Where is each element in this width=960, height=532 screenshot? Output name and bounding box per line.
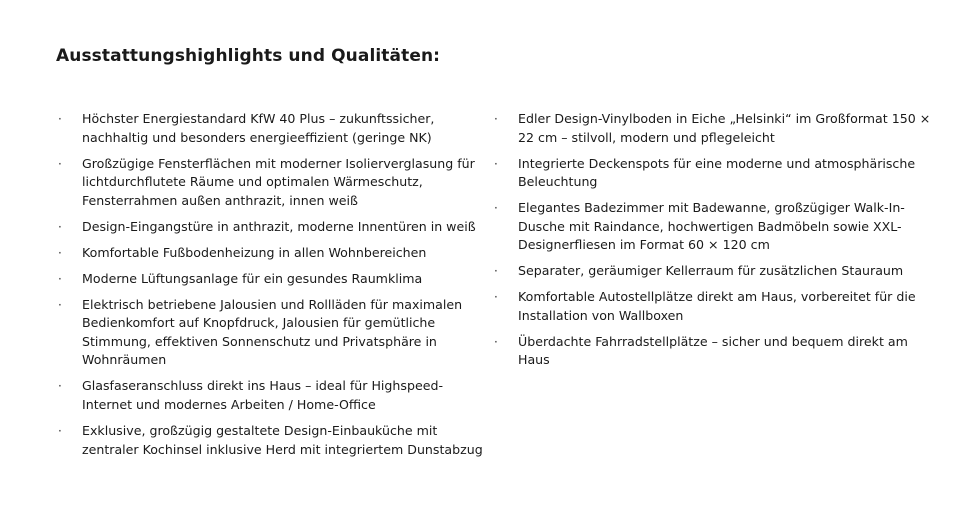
list-item	[56, 244, 486, 263]
bullet-icon: ·	[58, 271, 62, 286]
list-item-text: Höchster Energiestandard KfW 40 Plus – zukunftssicher, nachhaltig und besonders energieeffizient (geringe NK)	[82, 111, 435, 145]
bullet-icon: ·	[58, 245, 62, 260]
list-item	[492, 262, 932, 281]
bullet-icon: ·	[494, 156, 498, 171]
list-item-text: Komfortable Autostellplätze direkt am Haus, vorbereitet für die Installation von Wallboxen	[518, 289, 916, 323]
list-item-text: Glasfaseranschluss direkt ins Haus – ideal für Highspeed-Internet und modernes Arbeiten / Home-Office	[82, 378, 443, 413]
bullet-icon: ·	[494, 112, 498, 126]
bullet-icon: ·	[58, 112, 62, 126]
bullet-icon: ·	[58, 219, 62, 234]
list-item-text: Elegantes Badezimmer mit Badewanne, großzügiger Walk-In-Dusche mit Raindance, hochwertigen Badmöbeln sowie XXL-Designerfliesen im Format 60 × 120 cm	[518, 200, 905, 253]
page-title: Ausstattungshighlights und Qualitäten:	[56, 46, 441, 66]
features-list-left	[56, 110, 486, 467]
bullet-icon: ·	[494, 201, 498, 216]
list-item-text: Separater, geräumiger Kellerraum für zusätzlichen Stauraum	[518, 263, 904, 279]
list-item	[56, 218, 486, 237]
list-item-text: Edler Design-Vinylboden in Eiche „Helsinki“ im Großformat 150 × 22 cm – stilvoll, modern und pflegeleicht	[518, 111, 931, 145]
list-item-text: Moderne Lüftungsanlage für ein gesundes Raumklima	[82, 270, 423, 286]
list-item	[492, 110, 932, 147]
list-item-text: Elektrisch betriebene Jalousien und Rollläden für maximalen Bedienkomfort auf Knopfdruck, Jalousien für gemütliche Stimmung, effektiven Sonnenschutz und Privatsphäre in Wohnräumen	[82, 296, 463, 368]
list-item	[56, 422, 486, 459]
list-item-text: Komfortable Fußbodenheizung in allen Wohnbereichen	[82, 244, 427, 260]
list-item	[56, 155, 486, 211]
list-item	[56, 377, 486, 414]
features-list-right	[492, 110, 932, 377]
list-item-text: Integrierte Deckenspots für eine moderne und atmosphärische Beleuchtung	[518, 155, 916, 190]
list-item	[492, 155, 932, 192]
list-item	[56, 110, 486, 147]
bullet-icon: ·	[58, 297, 62, 312]
bullet-icon: ·	[58, 424, 62, 439]
bullet-icon: ·	[494, 264, 498, 279]
list-item-text: Design-Eingangstüre in anthrazit, moderne Innentüren in weiß	[82, 218, 476, 234]
list-item-text: Überdachte Fahrradstellplätze – sicher und bequem direkt am Haus	[518, 333, 908, 368]
bullet-icon: ·	[58, 379, 62, 394]
list-item-text: Exklusive, großzügig gestaltete Design-Einbauküche mit zentraler Kochinsel inklusive Herd mit integriertem Dunstabzug	[82, 423, 483, 457]
list-item	[492, 333, 932, 370]
bullet-icon: ·	[494, 334, 498, 349]
list-item	[56, 296, 486, 370]
list-item-text: Großzügige Fensterflächen mit moderner Isolierverglasung für lichtdurchflutete Räume und optimalen Wärmeschutz, Fensterrahmen außen anthrazit, innen weiß	[82, 155, 475, 208]
bullet-icon: ·	[58, 156, 62, 171]
bullet-icon: ·	[494, 290, 498, 305]
list-item	[492, 199, 932, 255]
list-item	[56, 270, 486, 289]
list-item	[492, 288, 932, 325]
